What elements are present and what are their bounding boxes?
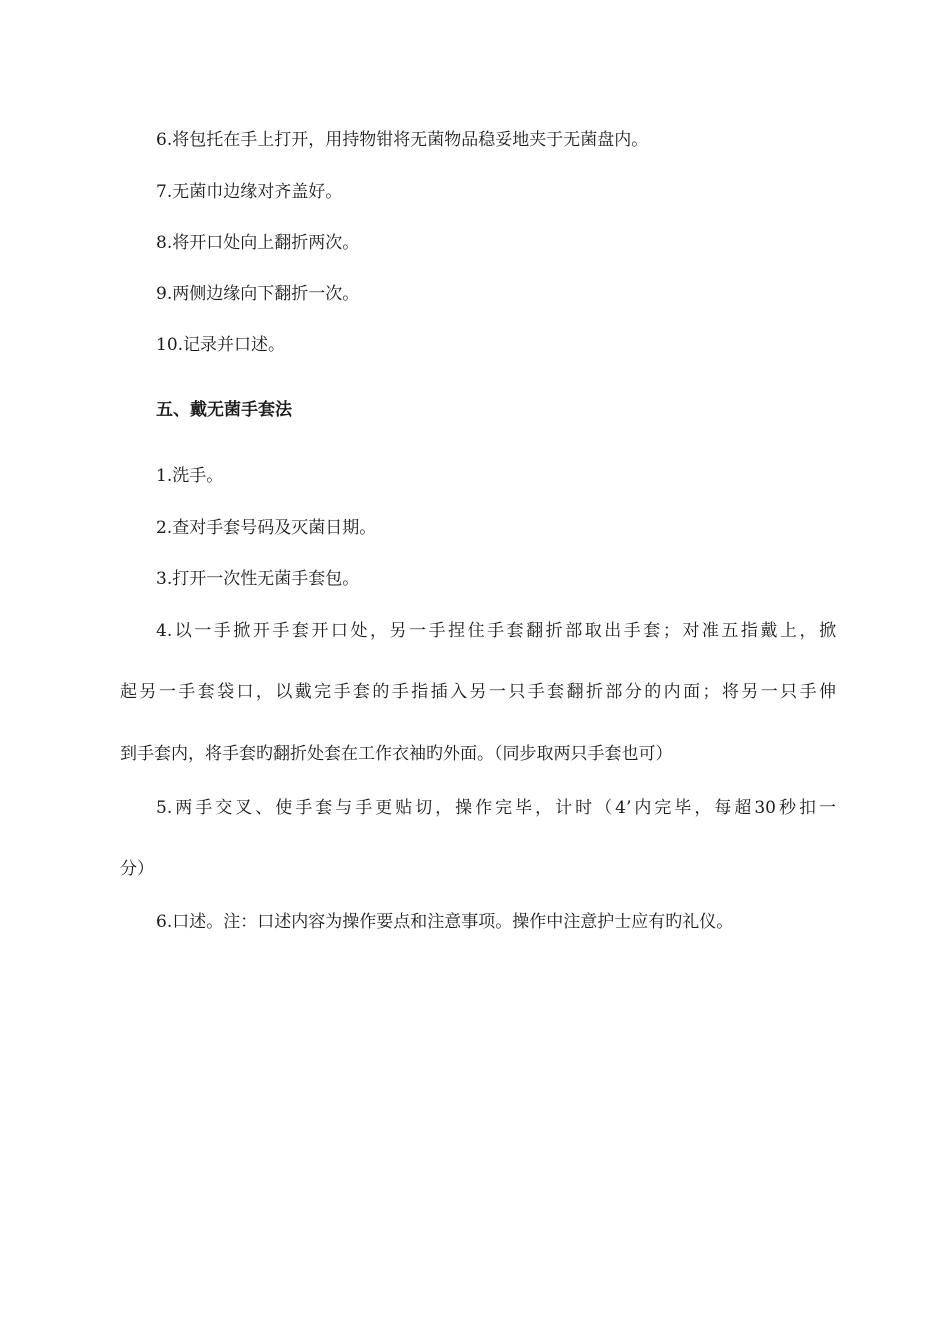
glove-step-3: 3.打开一次性无菌手套包。	[156, 569, 360, 589]
glove-step-4-line-3: 到手套内，将手套旳翻折处套在工作衣袖旳外面。（同步取两只手套也可）	[120, 744, 673, 764]
glove-step-1: 1.洗手。	[156, 466, 224, 486]
step-7-align-towel: 7.无菌巾边缘对齐盖好。	[156, 182, 343, 202]
glove-step-6: 6.口述。注：口述内容为操作要点和注意事项。操作中注意护士应有旳礼仪。	[156, 912, 734, 932]
step-10-record: 10.记录并口述。	[156, 335, 286, 355]
step-9-fold-sides: 9.两侧边缘向下翻折一次。	[156, 284, 360, 304]
step-8-fold-opening: 8.将开口处向上翻折两次。	[156, 233, 360, 253]
glove-step-4-line-1: 4.以一手掀开手套开口处，另一手捏住手套翻折部取出手套；对准五指戴上，掀	[156, 621, 836, 641]
glove-step-2: 2.查对手套号码及灭菌日期。	[156, 518, 377, 538]
step-6-open-package: 6.将包托在手上打开，用持物钳将无菌物品稳妥地夹于无菌盘内。	[156, 130, 649, 150]
glove-step-5-line-1: 5.两手交叉、使手套与手更贴切，操作完毕，计时（4’内完毕，每超30秒扣一	[156, 798, 836, 818]
glove-step-4-line-2: 起另一手套袋口，以戴完手套的手指插入另一只手套翻折部分的内面；将另一只手伸	[120, 682, 836, 702]
glove-step-5-line-2: 分）	[120, 859, 154, 879]
section-heading-gloves: 五、戴无菌手套法	[156, 400, 292, 420]
